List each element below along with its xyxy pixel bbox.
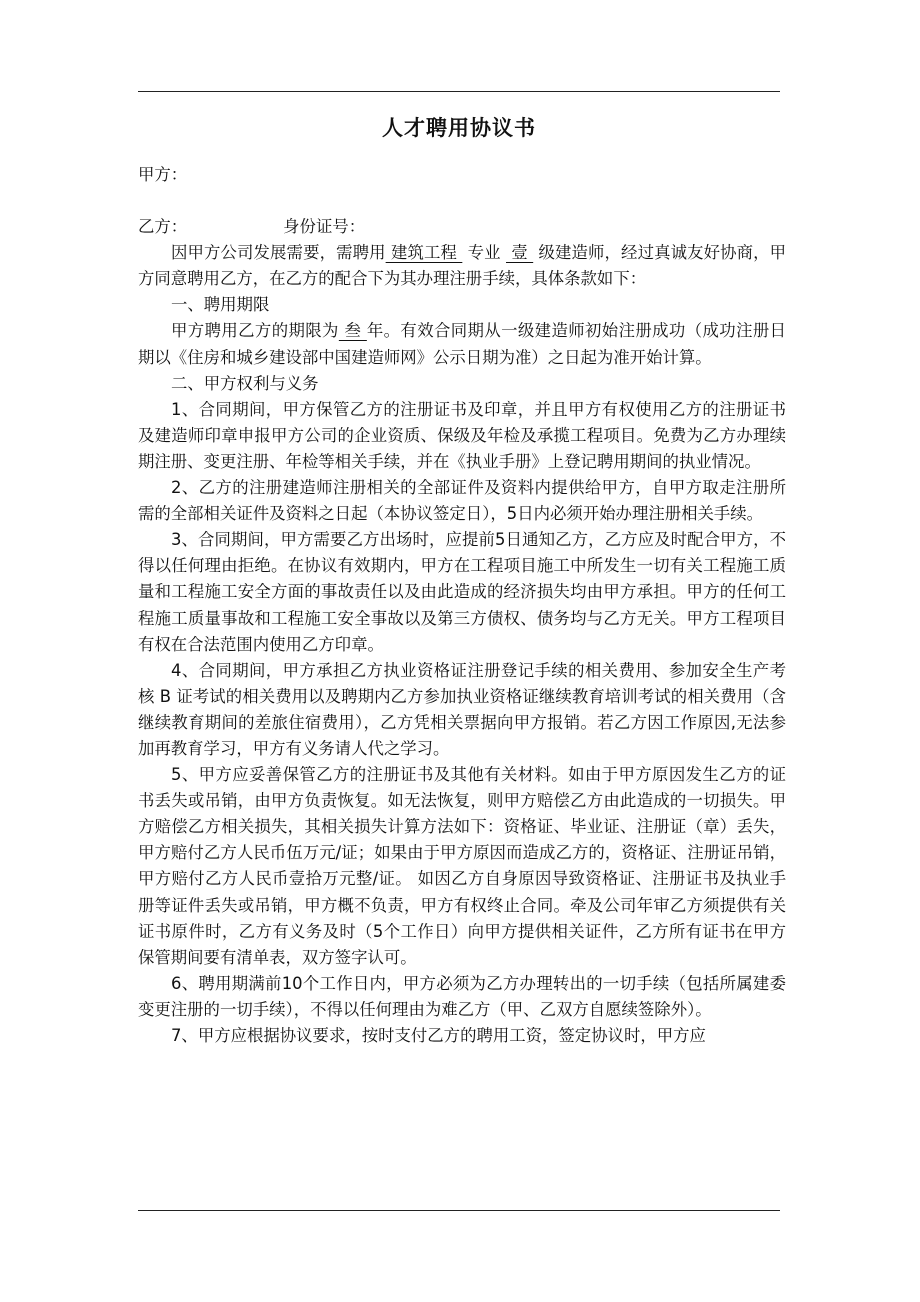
intro-paragraph xyxy=(138,240,786,292)
intro-text: 专业 xyxy=(462,243,507,263)
intro-text: 因甲方公司发展需要，需聘用 xyxy=(171,243,386,263)
clause-6: 6、聘用期满前10个工作日内，甲方必须为乙方办理转出的一切手续（包括所属建委变更注册的一切手续），不得以任何理由为难乙方（甲、乙双方自愿续签除外）。 xyxy=(138,973,786,1019)
specialty-field: 建筑工程 xyxy=(385,243,463,263)
term-text: 年。有效合同期从一级建造师初始注册成功（成功注册日期以《住房和城乡建设部中国建造师网》公示日期为准）之日起为准开始计算。 xyxy=(138,321,787,367)
level-field: 壹 xyxy=(506,243,534,263)
clause-7: 7、甲方应根据协议要求，按时支付乙方的聘用工资，签定协议时，甲方应 xyxy=(171,1026,706,1045)
document-body xyxy=(138,162,786,1049)
clause-3: 3、合同期间，甲方需要乙方出场时，应提前5日通知乙方，乙方应及时配合甲方，不得以任何理由拒绝。在协议有效期内，甲方在工程项目施工中所发生一切有关工程施工质量和工程施工安全方面的事故责任以及由此造成的经济损失均由甲方承担。甲方的任何工程施工质量事故和工程施工安全事故以及第三方债权、债务均与乙方无关。甲方工程项目有权在合法范围内使用乙方印章。 xyxy=(138,530,786,654)
clause-2: 2、乙方的注册建造师注册相关的全部证件及资料内提供给甲方，自甲方取走注册所需的全部相关证件及资料之日起（本协议签定日），5日内必须开始办理注册相关手续。 xyxy=(138,478,786,524)
party-a-line xyxy=(138,162,786,188)
document-title: 人才聘用协议书 xyxy=(382,116,536,140)
section-heading-rights: 二、甲方权利与义务 xyxy=(171,373,319,393)
top-rule xyxy=(138,91,780,92)
term-years-field: 叁 xyxy=(338,321,367,341)
id-number-label: 身份证号： xyxy=(283,217,366,237)
party-b-label: 乙方： xyxy=(138,217,188,237)
party-a-label: 甲方： xyxy=(138,165,188,184)
intro-text: 级建造师，经过真诚友好协商，甲方同意聘用乙方，在乙方的配合下为其办理注册手续，具体条款如下： xyxy=(138,243,787,289)
clause-5: 5、甲方应妥善保管乙方的注册证书及其他有关材料。如由于甲方原因发生乙方的证书丢失或吊销，由甲方负责恢复。如无法恢复，则甲方赔偿乙方由此造成的一切损失。甲方赔偿乙方相关损失，其相关损失计算方法如下：资格证、毕业证、注册证（章）丢失，甲方赔付乙方人民币伍万元/证；如果由于甲方原因而造成乙方的，资格证、注册证吊销，甲方赔付乙方人民币壹拾万元整/证。 如因乙方自身原因导致资格证、注册证书及执业手册等证件丢失或吊销，甲方概不负责，甲方有权终止合同。牵及公司年审乙方须提供有关证书原件时，乙方有义务及时（5个工作日）向甲方提供相关证件，乙方所有证书在甲方保管期间要有清单表，双方签字认可。 xyxy=(138,765,786,967)
term-text: 甲方聘用乙方的期限为 xyxy=(171,321,339,341)
clause-4: 4、合同期间，甲方承担乙方执业资格证注册登记手续的相关费用、参加安全生产考核 B 证考试的相关费用以及聘期内乙方参加执业资格证继续教育培训考试的相关费用（含继续教育期间的差旅住宿费用），乙方凭相关票据向甲方报销。若乙方因工作原因,无法参加再教育学习，甲方有义务请人代之学习。 xyxy=(138,660,786,758)
clause-1: 1、合同期间，甲方保管乙方的注册证书及印章，并且甲方有权使用乙方的注册证书及建造师印章申报甲方公司的企业资质、保级及年检及承揽工程项目。免费为乙方办理续期注册、变更注册、年检等相关手续，并在《执业手册》上登记聘用期间的执业情况。 xyxy=(138,399,786,471)
term-paragraph xyxy=(138,318,786,370)
blank-line xyxy=(138,188,786,214)
section-heading-term: 一、聘用期限 xyxy=(171,295,270,315)
bottom-rule xyxy=(138,1210,780,1211)
party-b-line xyxy=(138,214,786,240)
